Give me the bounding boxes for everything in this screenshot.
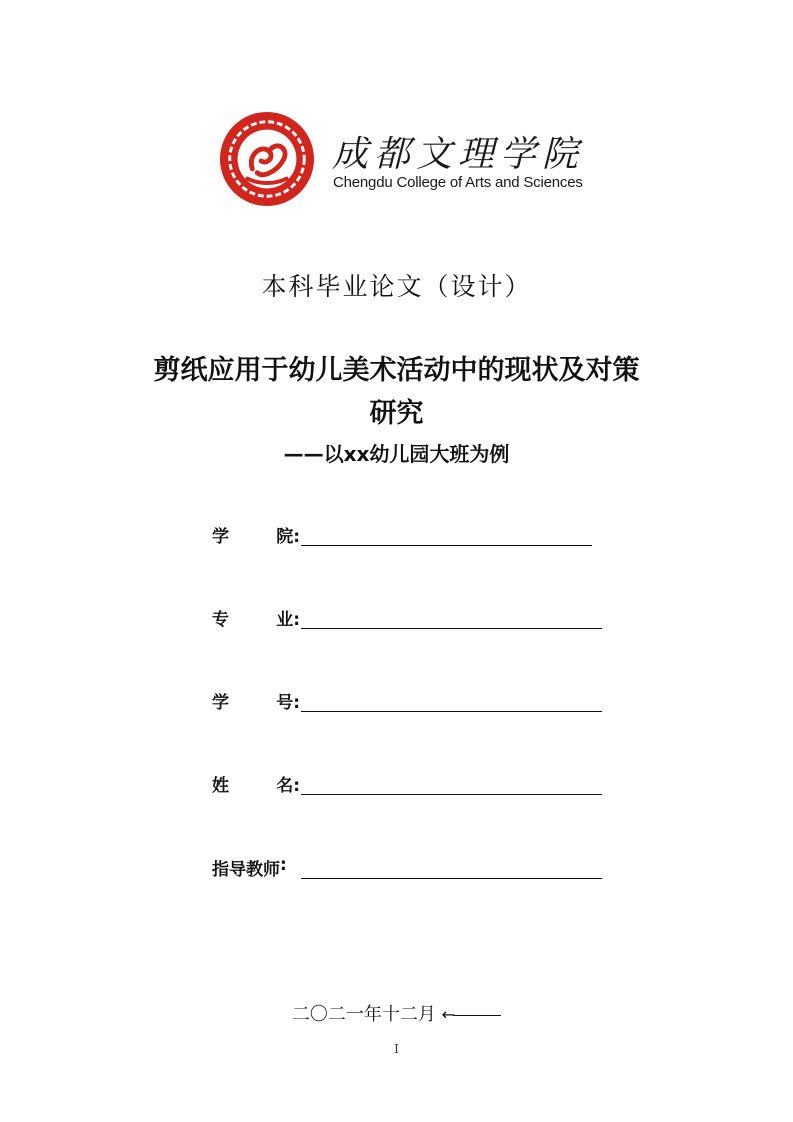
label-char: 专 (212, 610, 229, 630)
school-name-en: Chengdu College of Arts and Sciences (333, 174, 583, 191)
label-char: 号 (276, 693, 294, 713)
thesis-subtitle: ——以xx幼儿园大班为例 (283, 442, 510, 466)
college-input-line[interactable] (301, 545, 592, 546)
arrow-left-icon: ← (441, 1005, 456, 1024)
label-colon: : (293, 527, 300, 547)
label-char: 学 (212, 527, 229, 547)
label-char: 学 (212, 693, 229, 713)
arrow-shaft (453, 1015, 501, 1016)
page-number: I (394, 1042, 399, 1056)
field-label (212, 855, 300, 880)
label-text: 指导教师 (212, 860, 280, 880)
label-char: 姓 (212, 776, 229, 796)
document-type: 本科毕业论文（设计） (261, 272, 532, 301)
label-char: 名 (276, 776, 294, 796)
thesis-title-line1: 剪纸应用于幼儿美术活动中的现状及对策 (153, 355, 640, 386)
label-colon: : (280, 855, 287, 875)
date-line (0, 1000, 793, 1026)
label-colon: : (293, 693, 300, 713)
university-seal-icon (218, 110, 316, 208)
major-input-line[interactable] (301, 628, 602, 629)
label-colon: : (293, 610, 300, 630)
label-char: 院 (276, 527, 294, 547)
label-char: 业 (276, 610, 294, 630)
field-label (212, 605, 300, 630)
student-id-input-line[interactable] (301, 711, 602, 712)
field-label (212, 688, 300, 713)
name-input-line[interactable] (301, 794, 602, 795)
field-label (212, 522, 300, 547)
school-name-cn: 成都文理学院 (332, 134, 585, 175)
label-colon: : (293, 776, 300, 796)
field-label (212, 771, 300, 796)
advisor-input-line[interactable] (301, 878, 602, 879)
thesis-date: 二〇二一年十二月 (291, 1004, 436, 1025)
thesis-title-line2: 研究 (369, 398, 424, 429)
